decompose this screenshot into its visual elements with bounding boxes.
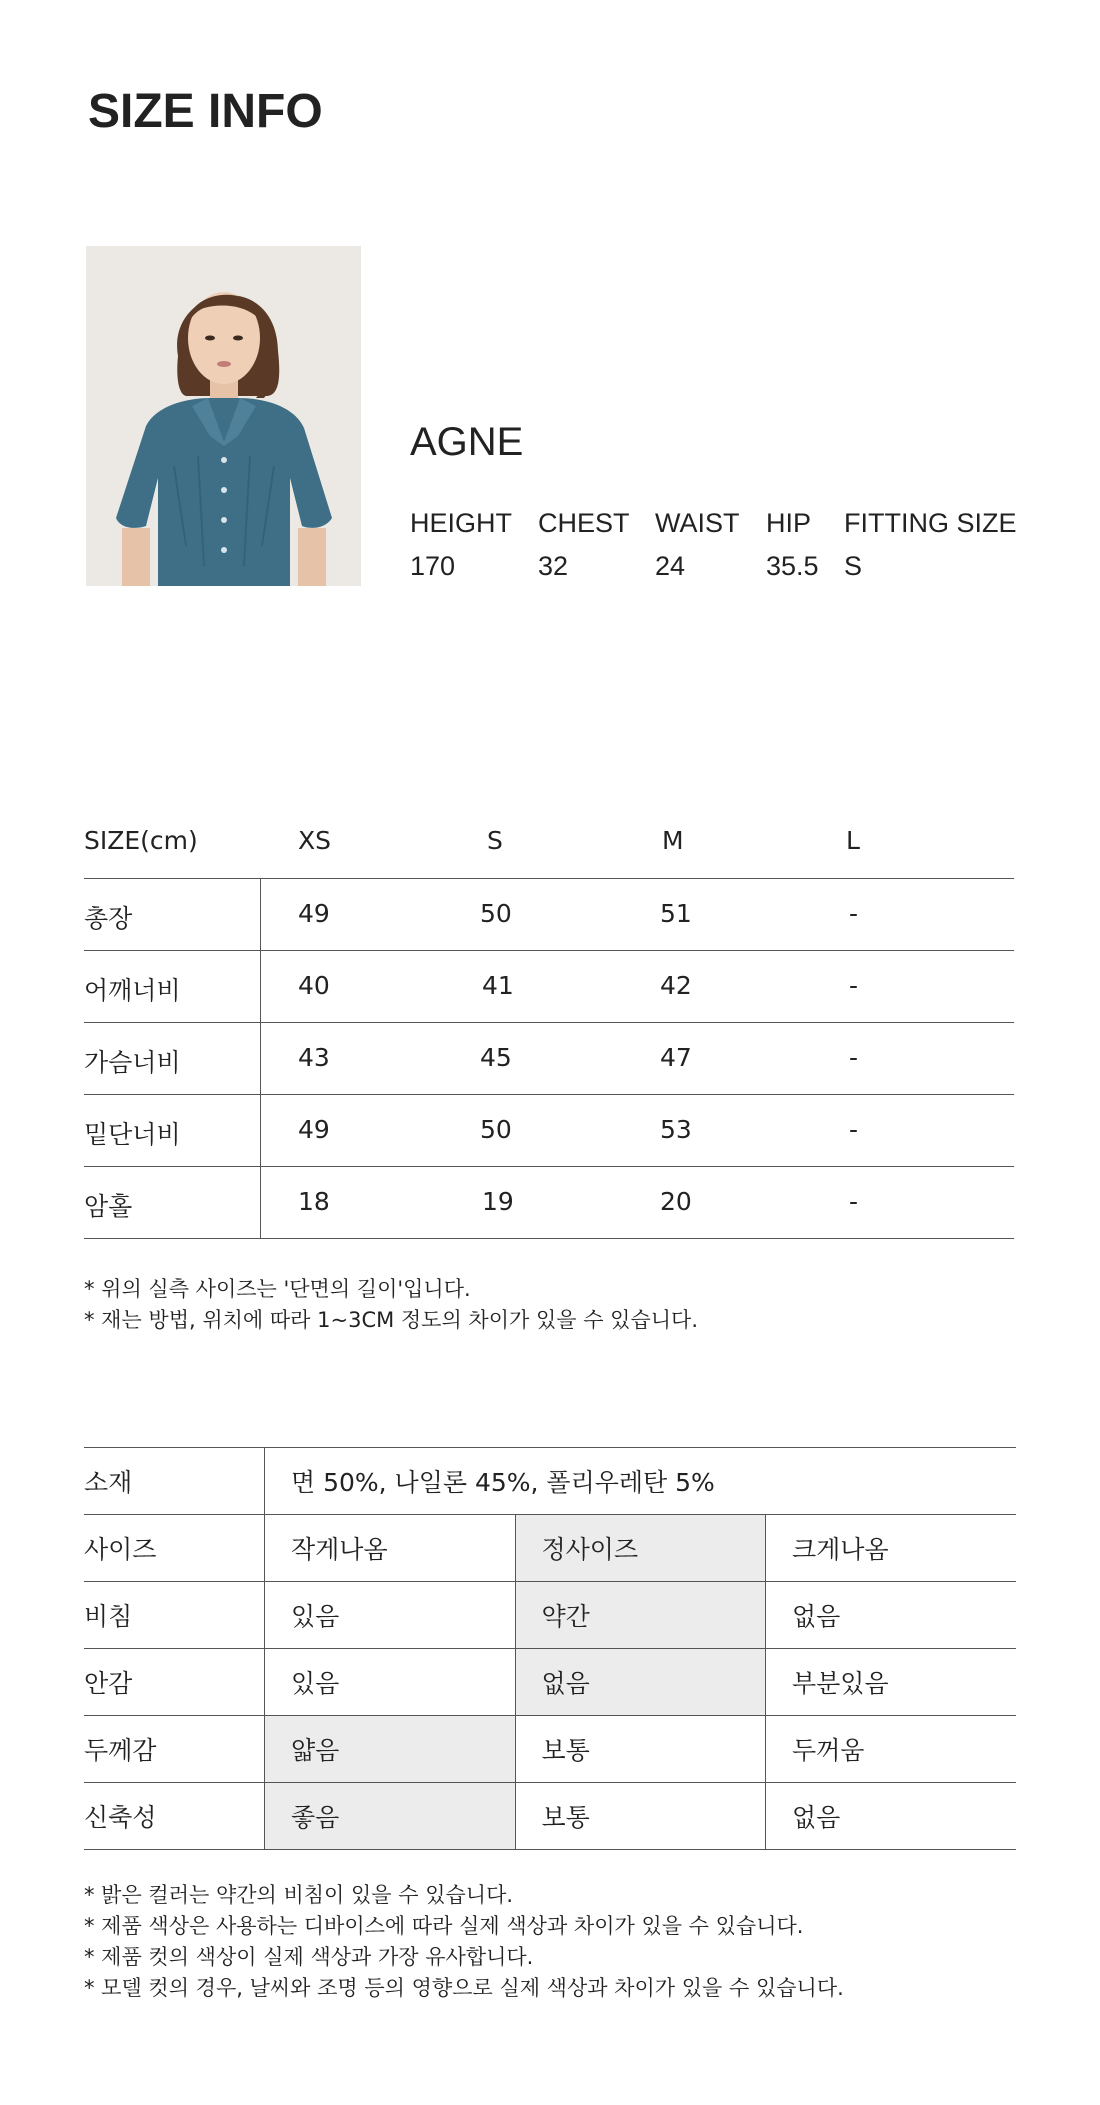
- cell-s: 41: [482, 971, 514, 1000]
- cell-s: 45: [480, 1043, 512, 1072]
- option-yes: 있음: [265, 1649, 516, 1716]
- page-title: SIZE INFO: [88, 85, 323, 138]
- option-thick: 두꺼움: [766, 1716, 1017, 1783]
- header-m: M: [662, 826, 684, 855]
- spec-value-waist: 24: [655, 551, 686, 581]
- measure-notes: [84, 1274, 698, 1336]
- option-slight: 약간: [515, 1582, 766, 1649]
- option-good: 좋음: [265, 1783, 516, 1850]
- size-table-header: [84, 808, 1014, 879]
- cell-l: -: [849, 1115, 859, 1144]
- spec-label-chest: CHEST: [538, 508, 630, 538]
- option-yes: 있음: [265, 1582, 516, 1649]
- option-normal: 보통: [515, 1716, 766, 1783]
- option-large: 크게나옴: [766, 1515, 1017, 1582]
- spec-value-fitting-size: S: [844, 551, 863, 581]
- option-normal: 보통: [515, 1783, 766, 1850]
- table-row: [84, 1167, 1014, 1239]
- cell-m: 51: [660, 899, 692, 928]
- table-row: [84, 1783, 1016, 1850]
- note-line: * 제품 색상은 사용하는 디바이스에 따라 실제 색상과 차이가 있을 수 있습니다.: [84, 1914, 804, 1938]
- spec-label-fitting-size: FITTING SIZE: [844, 508, 1017, 538]
- option-small: 작게나옴: [265, 1515, 516, 1582]
- spec-label-hip: HIP: [766, 508, 812, 538]
- option-partial: 부분있음: [766, 1649, 1017, 1716]
- option-thin: 얇음: [265, 1716, 516, 1783]
- row-label: 암홀: [84, 1192, 133, 1221]
- property-label-size: 사이즈: [84, 1515, 265, 1582]
- spec-label-height: HEIGHT: [410, 508, 513, 538]
- cell-m: 42: [660, 971, 692, 1000]
- row-label: 어깨너비: [84, 976, 181, 1005]
- header-s: S: [487, 826, 503, 855]
- material-value: 면 50%, 나일론 45%, 폴리우레탄 5%: [265, 1448, 1017, 1515]
- row-label: 총장: [84, 904, 133, 933]
- cell-l: -: [849, 899, 859, 928]
- material-label: 소재: [84, 1448, 265, 1515]
- note-line: * 제품 컷의 색상이 실제 색상과 가장 유사합니다.: [84, 1945, 534, 1969]
- row-label: 가슴너비: [84, 1048, 181, 1077]
- cell-s: 19: [482, 1187, 514, 1216]
- cell-l: -: [849, 1187, 859, 1216]
- option-none: 없음: [766, 1783, 1017, 1850]
- option-none: 없음: [766, 1582, 1017, 1649]
- model-illustration: [86, 246, 361, 586]
- table-row: [84, 1448, 1016, 1515]
- header-xs: XS: [298, 826, 331, 855]
- cell-m: 47: [660, 1043, 692, 1072]
- cell-l: -: [849, 1043, 859, 1072]
- table-row: [84, 951, 1014, 1023]
- cell-l: -: [849, 971, 859, 1000]
- spec-label-waist: WAIST: [655, 508, 740, 538]
- spec-value-height: 170: [410, 551, 456, 581]
- color-notes: [84, 1880, 844, 2004]
- cell-s: 50: [480, 899, 512, 928]
- property-label-thickness: 두께감: [84, 1716, 265, 1783]
- property-label-sheerness: 비침: [84, 1582, 265, 1649]
- cell-xs: 49: [298, 1115, 330, 1144]
- option-none: 없음: [515, 1649, 766, 1716]
- table-row: [84, 1023, 1014, 1095]
- model-name: AGNE: [410, 420, 524, 464]
- spec-value-hip: 35.5: [766, 551, 819, 581]
- property-label-stretch: 신축성: [84, 1783, 265, 1850]
- spec-value-chest: 32: [538, 551, 569, 581]
- table-row: [84, 1649, 1016, 1716]
- product-property-table: [84, 1447, 1016, 1850]
- cell-s: 50: [480, 1115, 512, 1144]
- header-l: L: [846, 826, 860, 855]
- note-line: * 모델 컷의 경우, 날씨와 조명 등의 영향으로 실제 색상과 차이가 있을 수 있습니다.: [84, 1976, 844, 2000]
- note-line: * 재는 방법, 위치에 따라 1~3CM 정도의 차이가 있을 수 있습니다.: [84, 1308, 698, 1332]
- cell-m: 20: [660, 1187, 692, 1216]
- cell-xs: 43: [298, 1043, 330, 1072]
- table-row: [84, 1716, 1016, 1783]
- model-photo: [86, 246, 361, 586]
- header-size-cm: SIZE(cm): [84, 826, 198, 855]
- cell-xs: 49: [298, 899, 330, 928]
- option-true-size: 정사이즈: [515, 1515, 766, 1582]
- cell-m: 53: [660, 1115, 692, 1144]
- note-line: * 밝은 컬러는 약간의 비침이 있을 수 있습니다.: [84, 1883, 514, 1907]
- table-row: [84, 879, 1014, 951]
- note-line: * 위의 실측 사이즈는 '단면의 길이'입니다.: [84, 1277, 471, 1301]
- row-label: 밑단너비: [84, 1120, 181, 1149]
- table-row: [84, 1515, 1016, 1582]
- cell-xs: 18: [298, 1187, 330, 1216]
- table-row: [84, 1095, 1014, 1167]
- table-row: [84, 1582, 1016, 1649]
- property-label-lining: 안감: [84, 1649, 265, 1716]
- size-table: [84, 808, 1014, 1239]
- cell-xs: 40: [298, 971, 330, 1000]
